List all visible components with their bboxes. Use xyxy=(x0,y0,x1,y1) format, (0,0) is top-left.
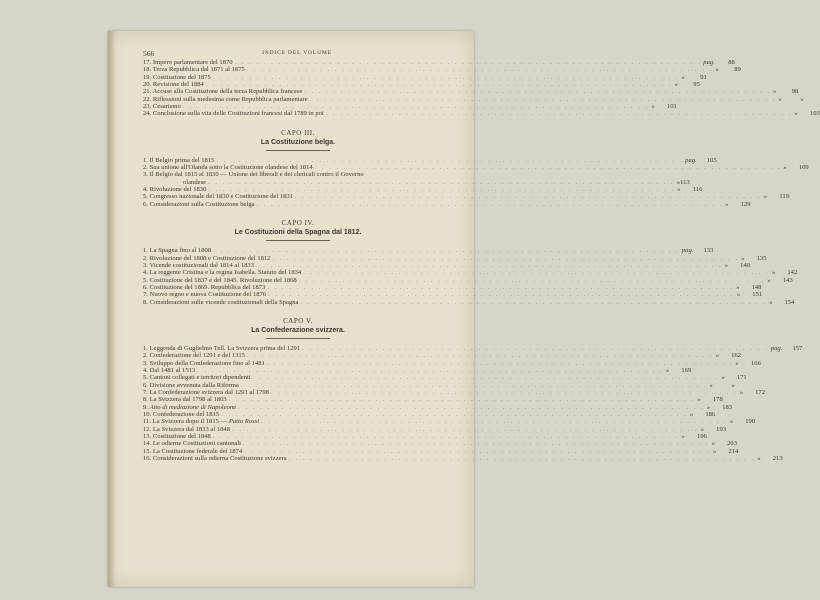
page-label: pag. xyxy=(685,156,697,164)
entry-title xyxy=(143,418,259,425)
entry-title xyxy=(143,433,211,440)
page-label: » xyxy=(700,425,705,433)
entry-text: Terza Repubblica dal 1871 al 1875 xyxy=(152,66,245,74)
page-label: » xyxy=(739,388,744,396)
chapter-title-capo-4: Le Costituzioni della Spagna dal 1812. xyxy=(234,229,362,237)
page-ref: » xyxy=(800,95,804,103)
entry-text: Confederazione del 1291 e del 1315 xyxy=(149,352,246,360)
page-ref: 203 xyxy=(727,440,738,448)
leader-dots: . . . . . . . . . . . . . . . . . . . . . . . . . . . . . . . . . . . . . . . . . . . . . . . . . . . . . . . . . . . . . . . . xyxy=(212,74,680,81)
leader-dots: . . . . . . . . . . . . . . . . . . . . . . . . . . . . . . . . . . . . . . . . . . . . . . . . . . . . . . . . . . . . . . . . xyxy=(216,157,684,164)
page-label: » xyxy=(741,254,745,262)
page-label: » xyxy=(767,276,771,284)
toc-entry xyxy=(143,344,803,352)
page-ref: 89 xyxy=(734,66,741,74)
toc-entry xyxy=(143,193,790,201)
page-ref: 95 xyxy=(693,81,700,89)
leader-dots: . . . . . . . . . . . . . . . . . . . . . . . . . . . . . . . . . . . . . . . . . . . . . . . . . . . . . . . . . . . . . . . . xyxy=(302,345,769,352)
page-label: » xyxy=(681,433,685,441)
toc-entry xyxy=(143,88,799,96)
entry-title xyxy=(143,404,236,411)
entry-number: 7. xyxy=(143,388,148,396)
toc-entry xyxy=(143,81,700,89)
leader-dots: . . . . . . . . . . . . . . . . . . . . . . . . . . . . . . . . . . . . . . . . . . . . . . . . . . . . . . . . . . . . . . . . xyxy=(252,375,720,382)
page-label: » xyxy=(736,291,741,299)
leader-dots: . . . . . . . . . . . . . . . . . . . . . . . . . . . . . . . . . . . . . . . . . . . . . . . . . . . . . . . . . . . . . . . . xyxy=(270,389,738,396)
page-label: » xyxy=(783,164,787,172)
page-label: » xyxy=(763,193,768,201)
chapter-title-capo-5: La Confederazione svizzera. xyxy=(251,326,345,334)
page-label: » xyxy=(715,66,719,74)
entry-number: 4. xyxy=(143,366,148,374)
entry-number: 21. xyxy=(143,88,152,96)
entry-title xyxy=(143,81,204,88)
leader-dots: . . . . . . . . . . . . . . . . . . . . . . . . . . . . . . . . . . . . . . . . . . . . . . . . . . . . . . . . . . . . . . . . xyxy=(300,299,768,306)
entry-number: 14. xyxy=(143,440,152,448)
leader-dots: . . . . . . . . . . . . . . . . . . . . . . . . . . . . . . . . . . . . . . . . . . . . . . . . . . . . . . . . . . . . . . . . xyxy=(268,292,735,299)
page-label: » xyxy=(773,88,777,96)
page-label: » xyxy=(771,269,776,277)
entry-number: 24. xyxy=(143,110,152,118)
page-ref: 129 xyxy=(740,200,751,208)
divider xyxy=(266,150,330,151)
page-label: » xyxy=(736,283,740,291)
entry-title xyxy=(143,171,364,178)
entry-text: Divisione avvenuta dalla Riforma xyxy=(149,381,239,389)
page-ref: 196 xyxy=(696,433,707,441)
entry-title xyxy=(143,440,241,447)
running-title: INDICE DEL VOLUME xyxy=(262,50,332,56)
entry-text-italic: Patto Rossi xyxy=(228,418,260,426)
leader-dots: . . . . . . . . . . . . . . . . . . . . . . . . . . . . . . . . . . . . . . . . . . . . . . . . . . . . . . . . . . . . . . . . xyxy=(266,360,734,367)
page-ref: 142 xyxy=(787,269,798,277)
toc-entry xyxy=(143,433,707,441)
page-ref: 116 xyxy=(692,186,703,194)
entry-text: Considerazioni sulle vicende costituzionali della Spagna xyxy=(149,298,299,306)
toc-entry xyxy=(143,425,727,433)
entry-text: Leggenda di Guglielmo Tell. La Svizzera prima del 1291 xyxy=(149,344,301,352)
page-ref: 214 xyxy=(728,447,739,455)
entry-title xyxy=(143,103,181,110)
entry-number: 6. xyxy=(143,283,148,291)
entry-text: Conclusione sulla vita delle Costituzioni francesi dal 1789 in poi xyxy=(152,110,324,118)
entry-number: 13. xyxy=(143,433,152,441)
entry-title xyxy=(143,110,324,117)
leader-dots: . . . . . . . . . . . . . . . . . . . . . . . . . . . . . . . . . . . . . . . . . . . . . . . . . . . . . . . . . . . . . . . . xyxy=(303,270,770,277)
entry-number: 2. xyxy=(143,164,148,172)
entry-text: La Svizzera dal 1833 al 1848 xyxy=(152,425,230,433)
chapter-list-capo-3 xyxy=(143,156,809,208)
leader-dots: . . . . . . . . . . . . . . . . . . . . . . . . . . . . . . . . . . . . . . . . . . . . . . . . . . . . . . . . . . . . . . . . xyxy=(228,397,696,404)
page-label: » xyxy=(729,418,734,426)
entry-text: Nuovo regno e nuova Costituzione del 1876 xyxy=(149,291,267,299)
toc-entry xyxy=(143,283,762,291)
entry-text: Rivoluzione del 1830 xyxy=(149,186,207,194)
entry-title xyxy=(143,164,313,171)
page-ref: 193 xyxy=(716,425,727,433)
leader-dots: . . . . . . . . . . . . . . . . . . . . . . . . . . . . . . . . . . . . . . . . . . . . . . . . . . . . . . . . . . . . . . . . xyxy=(267,284,735,291)
chapter-heading-capo-4: CAPO IV. xyxy=(281,219,315,228)
entry-text: Riflessioni sulla medesima come Repubblica parlamentare xyxy=(152,95,308,103)
entry-text: Rivoluzione del 1808 e Costituzione del 1812 xyxy=(149,254,271,262)
toc-entry xyxy=(143,73,707,81)
entry-text: Il Belgio dal 1815 al 1830 — Unione dei liberali e dei clericali contro il Governo xyxy=(149,171,364,179)
entry-title xyxy=(143,96,308,103)
leader-dots: . . . . . . . . . . . . . . . . . . . . . . . . . . . . . . . . . . . . . . . . . . . . . . . . . . . . . . . . . . . . . . . . xyxy=(272,255,740,262)
entry-title xyxy=(143,389,269,396)
toc-entry xyxy=(143,186,703,194)
entry-text: Revisione del 1884 xyxy=(152,81,204,89)
page-ref: 143 xyxy=(782,276,793,284)
entry-text: Sua unione all'Olanda sotto la Costituzione olandese del 1814 xyxy=(149,164,313,172)
entry-text: Costituzione del 1875 xyxy=(152,73,211,81)
leader-dots: . . . . . . . . . . . . . . . . . . . . . . . . . . . . . . . . . . . . . . . . . . . . . . . . . . . . . . . . . . . . . . . . xyxy=(182,104,650,111)
leader-dots: . . . . . . . . . . . . . . . . . . . . . . . . . . . . . . . . . . . . . . . . . . . . . . . . . . . . . . . . . . . . . . . . xyxy=(256,262,723,269)
toc-entry xyxy=(143,164,809,172)
entry-title xyxy=(143,59,233,66)
entry-title xyxy=(143,352,245,359)
page-ref: 166 xyxy=(750,359,761,367)
entry-number: 3. xyxy=(143,261,148,269)
page-label: pag. xyxy=(703,59,715,66)
entry-text: Sviluppo della Confederazione fino al 1481 xyxy=(149,359,265,367)
entry-title xyxy=(143,66,245,73)
page-ref: 171 xyxy=(736,374,747,382)
page-label: » xyxy=(665,366,670,374)
entry-number: 20. xyxy=(143,81,152,89)
leader-dots: . . . . . . . . . . . . . . . . . . . . . . . . . . . . . . . . . . . . . . . . . . . . . . . . . . . . . . . . . . . . . . . . xyxy=(240,382,708,389)
toc-entry xyxy=(143,381,735,389)
chapter-list-capo-4 xyxy=(143,247,798,306)
page-label: » xyxy=(709,381,713,389)
page-label: » xyxy=(724,261,729,269)
entry-title xyxy=(143,277,297,284)
leader-dots: . . . . . . . . . . . . . . . . . . . . . . . . . . . . . . . . . . . . . . . . . . . . . . . . . . . . . . . . . . . . . . . . xyxy=(205,82,673,89)
entry-number: 5. xyxy=(143,193,148,201)
entry-text: Cantoni collegati e territori dipendenti xyxy=(149,374,251,382)
leader-dots: . . . . . . . . . . . . . . . . . . . . . . . . . . . . . . . . . . . . . . . . . . . . . . . . . . . . . . . . . . . . . . . . xyxy=(242,441,710,448)
entry-title xyxy=(143,360,265,367)
entry-number: 4. xyxy=(143,186,148,194)
page-label: » xyxy=(677,186,681,194)
page-ref: 178 xyxy=(712,396,723,404)
page-ref: 213 xyxy=(772,455,783,463)
entry-title xyxy=(143,455,287,462)
entry-number: 6. xyxy=(143,200,148,208)
toc-entry xyxy=(143,359,761,367)
toc-entry xyxy=(143,103,677,111)
entry-text: La Confederazione svizzera dal 1291 al 1798 xyxy=(149,388,269,396)
page-ref: 190 xyxy=(745,418,756,426)
page-ref: 88 xyxy=(728,59,735,66)
entry-number: 17. xyxy=(143,59,152,66)
page-label: » xyxy=(769,298,773,306)
toc-entry xyxy=(143,388,766,396)
toc-entry xyxy=(143,440,738,448)
page-ref: 135 xyxy=(756,254,767,262)
entry-number: 9. xyxy=(143,403,148,411)
entry-text: La reggente Cristina e la regina Isabella. Statuto del 1834 xyxy=(149,269,302,277)
leader-dots: . . . . . . . . . . . . . . . . . . . . . . . . . . . . . . . . . . . . . . . . . . . . . . . . . . . . . . . . . . . . . . . . xyxy=(314,165,782,172)
toc-entry xyxy=(143,291,763,299)
toc-entry xyxy=(143,171,453,178)
page-ref: 157 xyxy=(792,344,803,352)
entry-title xyxy=(143,367,195,374)
entry-title xyxy=(143,426,230,433)
leader-dots: . . . . . . . . . . . . . . . . . . . . . . . . . . . . . . . . . . . . . . . . . . . . . . . . . . . . . . . . . . . . . . . . xyxy=(244,448,711,455)
entry-number: 8. xyxy=(143,396,148,404)
leader-dots: . . . . . . . . . . . . . . . . . . . . . . . . . . . . . . . . . . . . . . . . . . . . . . . . . . . . . . . . . . . . . . . . xyxy=(295,194,762,201)
entry-text: La Svizzera dal 1798 al 1803 xyxy=(149,396,227,404)
leader-dots: . . . . . . . . . . . . . . . . . . . . . . . . . . . . . . . . . . . . . . . . . . . . . . . . . . . . . . . . . . . . . . . . xyxy=(304,89,772,96)
entry-title xyxy=(143,255,270,262)
entry-text: Accuse alla Costituzione della terza Repubblica francese xyxy=(152,88,303,96)
leader-dots: . . . . . . . . . . . . . . . . . . . . . . . . . . . . . . . . . . . . . . . . . . . . . . . . . . . . . . . . . . . . . . . . xyxy=(246,67,714,74)
page-label: pag. xyxy=(681,247,694,255)
entry-title xyxy=(143,411,219,418)
leader-dots: . . . . . . . . . . . . . . . . . . . . . . . . . . . . . . . . . . . . . . . . . . . . . . . . . . . . . . . . . . . . . . . . xyxy=(261,419,728,426)
entry-text: Atto di mediazione di Napoleone xyxy=(149,403,237,411)
page-label: » xyxy=(681,73,685,81)
entry-text: La Svizzera dopo il 1815 — xyxy=(152,418,228,426)
entry-number: 2. xyxy=(143,254,148,262)
leader-dots: . . . . . . . . . . . . . . . . . . . . . . . . . . . . . . . . . . . . . . . . . . . . . . . . . . . . . . . . . . . . . . . . xyxy=(256,201,724,208)
leader-dots: . . . . . . . . . . . . . . . . . . . . . . . . . . . . . . . . . . . . . . . . . . . . . . . . . . . . . . . . . . . . . . . . xyxy=(234,60,702,66)
entry-title xyxy=(143,345,300,352)
entry-title xyxy=(143,262,254,269)
leader-dots: . . . . . . . . . . . . . . . . . . . . . . . . . . . . . . . . . . . . . . . . . . . . . . . . . . . . . . . . . . . . . . . . xyxy=(212,434,680,441)
entry-number: 22. xyxy=(143,95,152,103)
entry-title xyxy=(143,88,302,95)
page-ref: 172 xyxy=(755,388,766,396)
entry-number: 7. xyxy=(143,291,148,299)
page-ref: 140 xyxy=(740,261,751,269)
entry-number: 2. xyxy=(143,352,148,360)
page-label: » xyxy=(711,440,716,448)
page-label: » xyxy=(674,81,678,89)
leader-dots: . . . . . . . . . . . . . . . . . . . . . . . . . . . . . . . . . . . . . . . . . . . . . . . . . . . . . . . . . . . . . . . . xyxy=(208,179,675,186)
leader-dots: . . . . . . . . . . . . . . . . . . . . . . . . . . . . . . . . . . . . . . . . . . . . . . . . . . . . . . . . . . . . . . . . xyxy=(247,353,714,360)
entry-number: 3. xyxy=(143,171,148,179)
page-label: » xyxy=(778,95,782,103)
page-label: » xyxy=(794,110,798,118)
leader-dots: . . . . . . . . . . . . . . . . . . . . . . . . . . . . . . . . . . . . . . . . . . . . . . . . . . . . . . . . . . . . . . . . xyxy=(208,187,676,194)
toc-entry xyxy=(143,59,735,66)
entry-title xyxy=(143,74,211,81)
entry-text: Cesarismo xyxy=(152,103,181,111)
section-continued xyxy=(143,59,820,118)
toc-entry xyxy=(143,269,798,277)
entry-text: Considerazioni sulla Costituzione belga xyxy=(149,200,255,208)
page-header xyxy=(143,48,451,58)
page-label: » xyxy=(757,455,761,463)
page-label: » xyxy=(725,200,729,208)
page-ref: 148 xyxy=(751,283,762,291)
toc-entry xyxy=(143,66,741,74)
toc-entry xyxy=(143,276,793,284)
toc-entry xyxy=(143,261,751,269)
leader-dots: . . . . . . . . . . . . . . . . . . . . . . . . . . . . . . . . . . . . . . . . . . . . . . . . . . . . . . . . . . . . . . . . xyxy=(309,96,777,103)
entry-number: 3. xyxy=(143,359,148,367)
page-label: » xyxy=(651,103,655,111)
entry-title xyxy=(143,201,255,208)
entry-number: 12. xyxy=(143,425,152,433)
entry-text: La Spagna fino al 1808 xyxy=(149,247,212,255)
chapter-title-capo-3: La Costituzione belga. xyxy=(260,138,336,146)
toc-entry xyxy=(143,374,747,382)
page-label: » xyxy=(721,374,725,382)
leader-dots: . . . . . . . . . . . . . . . . . . . . . . . . . . . . . . . . . . . . . . . . . . . . . . . . . . . . . . . . . . . . . . . . xyxy=(197,367,664,374)
page-ref: 109 xyxy=(798,164,809,172)
leader-dots: . . . . . . . . . . . . . . . . . . . . . . . . . . . . . . . . . . . . . . . . . . . . . . . . . . . . . . . . . . . . . . . . xyxy=(325,111,793,118)
page-ref: 98 xyxy=(791,88,799,96)
toc-entry xyxy=(143,156,717,164)
page-ref: 101 xyxy=(666,103,677,111)
entry-number: 10. xyxy=(143,411,152,418)
page-label: » xyxy=(689,411,694,418)
toc-entry xyxy=(143,418,756,426)
leader-dots: . . . . . . . . . . . . . . . . . . . . . . . . . . . . . . . . . . . . . . . . . . . . . . . . . . . . . . . . . . . . . . . . xyxy=(288,456,756,463)
entry-text: Vicende costituzionali dal 1814 al 1833 xyxy=(149,261,255,269)
toc-entry-continuation xyxy=(143,178,690,186)
page-label: » xyxy=(697,396,701,404)
page-ref: 183 xyxy=(722,403,733,411)
page-ref: 105 xyxy=(706,156,717,164)
leader-dots: . . . . . . . . . . . . . . . . . . . . . . . . . . . . . . . . . . . . . . . . . . . . . . . . . . . . . . . . . . . . . . . . xyxy=(238,404,705,411)
page-ref: 91 xyxy=(700,73,707,81)
entry-number: 1. xyxy=(143,247,148,255)
entry-text: Considerazioni sulla odierna Costituzione svizzera xyxy=(152,455,287,463)
entry-text: Le odierne Costituzioni cantonali xyxy=(152,440,241,448)
page-ref: 103 xyxy=(809,110,820,118)
entry-title xyxy=(143,291,266,298)
entry-number: 16. xyxy=(143,455,152,463)
book-page xyxy=(108,31,820,587)
entry-title xyxy=(143,284,265,291)
toc-entry xyxy=(143,411,716,418)
entry-title xyxy=(143,374,251,381)
page-ref: 113 xyxy=(680,178,690,186)
toc-entry xyxy=(143,352,742,360)
entry-number: 5. xyxy=(143,276,148,284)
entry-number: 6. xyxy=(143,381,148,389)
entry-title xyxy=(143,186,206,193)
entry-text: Il Belgio prima del 1815 xyxy=(149,156,215,164)
toc-entry xyxy=(143,455,783,463)
chapter-list-capo-5 xyxy=(143,344,803,463)
entry-number: 15. xyxy=(143,447,152,455)
table-of-contents xyxy=(143,59,820,463)
page-number: 566 xyxy=(143,48,155,58)
entry-text: Impero parlamentare del 1870 xyxy=(152,59,233,66)
leader-dots: . . . . . . . . . . . . . . . . . . . . . . . . . . . . . . . . . . . . . . . . . . . . . . . . . . . . . . . . . . . . . . . . xyxy=(221,412,688,418)
entry-title xyxy=(143,382,239,389)
entry-text: Confederazione del 1815 xyxy=(152,411,220,418)
leader-dots: . . . . . . . . . . . . . . . . . . . . . . . . . . . . . . . . . . . . . . . . . . . . . . . . . . . . . . . . . . . . . . . . xyxy=(213,248,680,255)
toc-entry xyxy=(143,298,795,306)
entry-number: 23. xyxy=(143,103,152,111)
page-ref: » xyxy=(731,381,735,389)
entry-title xyxy=(143,448,242,455)
page-ref: 154 xyxy=(784,298,795,306)
entry-text: Costituzione del 1869. Repubblica del 1873 xyxy=(149,283,266,291)
entry-title xyxy=(143,396,227,403)
entry-number: 18. xyxy=(143,66,152,74)
page-ref: 186 xyxy=(705,411,716,418)
page-ref: 133 xyxy=(703,247,714,255)
leader-dots: . . . . . . . . . . . . . . . . . . . . . . . . . . . . . . . . . . . . . . . . . . . . . . . . . . . . . . . . . . . . . . . . xyxy=(298,277,766,284)
page-label: » xyxy=(715,352,720,360)
page-ref: 162 xyxy=(731,352,742,360)
entry-number: 5. xyxy=(143,374,148,382)
toc-entry xyxy=(143,254,767,262)
page-ref: 151 xyxy=(752,291,763,299)
divider xyxy=(266,338,330,339)
toc-entry xyxy=(143,366,692,374)
entry-text: Costituzione del 1837 e del 1845. Rivoluzione del 1868 xyxy=(149,276,297,284)
entry-number: 19. xyxy=(143,73,152,81)
toc-entry xyxy=(143,95,804,103)
page-ref: 169 xyxy=(681,366,692,374)
toc-entry xyxy=(143,396,723,404)
entry-number: 8. xyxy=(143,298,148,306)
entry-number: 11. xyxy=(143,418,151,426)
toc-entry xyxy=(143,200,751,208)
toc-entry xyxy=(143,247,714,255)
page-label: pag. xyxy=(770,344,783,352)
page-label: » xyxy=(713,447,717,455)
entry-title xyxy=(143,299,298,306)
entry-number: 1. xyxy=(143,344,148,352)
entry-number: 1. xyxy=(143,156,148,164)
entry-title xyxy=(143,247,211,254)
entry-title xyxy=(143,193,293,200)
entry-text: La Costituzione federale del 1874 xyxy=(152,447,243,455)
entry-title xyxy=(143,157,214,164)
page-label: » xyxy=(676,178,681,186)
divider xyxy=(266,240,330,241)
entry-title xyxy=(143,269,301,276)
page-label: » xyxy=(706,403,711,411)
entry-text: Dal 1481 al 1513 xyxy=(149,366,196,374)
chapter-heading-capo-5: CAPO V. xyxy=(283,316,313,325)
entry-text: Costituzione del 1848 xyxy=(152,433,211,441)
chapter-heading-capo-3: CAPO III. xyxy=(281,128,315,137)
entry-text-continued: olandese xyxy=(183,178,207,186)
page-label: » xyxy=(735,359,739,367)
entry-number: 4. xyxy=(143,269,148,277)
page-ref: 119 xyxy=(779,193,790,201)
entry-text: Congresso nazionale del 1830 e Costituzione del 1831 xyxy=(149,193,293,201)
leader-dots: . . . . . . . . . . . . . . . . . . . . . . . . . . . . . . . . . . . . . . . . . . . . . . . . . . . . . . . . . . . . . . . . xyxy=(232,426,699,433)
toc-entry xyxy=(143,110,820,118)
toc-entry xyxy=(143,403,733,411)
toc-entry xyxy=(143,447,739,455)
